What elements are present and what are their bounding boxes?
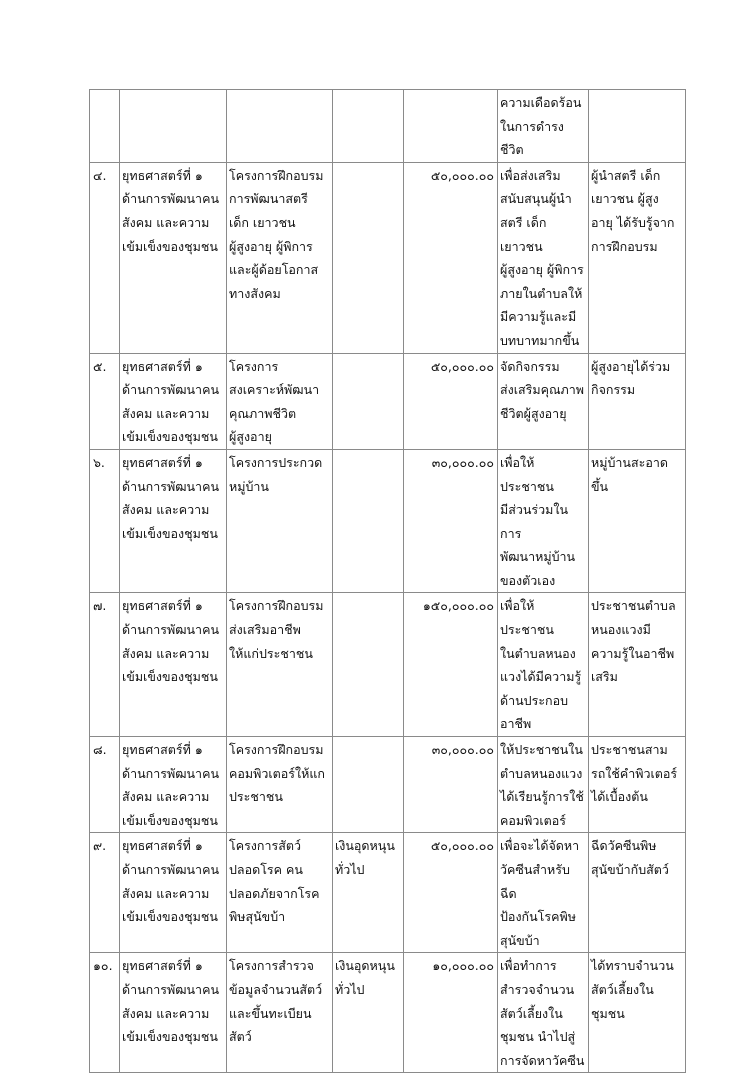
project-line: พิษสุนัขบ้า — [229, 909, 286, 925]
project-line: สงเคราะห์พัฒนา — [229, 382, 320, 398]
project-line: คุณภาพชีวิต — [229, 405, 297, 421]
objective-cell — [498, 449, 589, 593]
budget-source-line: เงินอุดหนุน — [335, 958, 395, 974]
table-row — [90, 90, 686, 163]
project-cell — [227, 737, 333, 833]
project-cell — [227, 593, 333, 737]
strategy-line: ยุทธศาสตร์ที่ ๑ — [122, 838, 203, 854]
project-line: ปลอดภัยจากโรค — [229, 885, 320, 901]
result-line: ความรู้ในอาชีพ — [591, 645, 675, 661]
result-cell — [589, 90, 686, 163]
project-cell — [227, 953, 333, 1073]
project-line: ผู้สูงอายุ ผู้พิการ — [229, 238, 313, 254]
strategy-line: ด้านการพัฒนาคน — [122, 478, 219, 494]
amount-cell: ๕๐,๐๐๐.๐๐ — [404, 833, 498, 953]
strategy-line: ยุทธศาสตร์ที่ ๑ — [122, 167, 203, 183]
objective-cell — [498, 90, 589, 163]
no-cell: ๙. — [90, 833, 120, 953]
result-line: สัตว์เลี้ยงใน — [591, 981, 654, 997]
strategy-line: เข้มเข็งของชุมชน — [122, 812, 218, 828]
objective-line: เยาวชน — [500, 238, 543, 254]
no-cell: ๕. — [90, 353, 120, 449]
strategy-line: เข้มเข็งของชุมชน — [122, 238, 218, 254]
result-line: สุนัขบ้ากับสัตว์ — [591, 862, 669, 877]
project-cell — [227, 162, 333, 353]
objective-line: เพื่อจะได้จัดหา — [500, 838, 580, 854]
objective-line: ได้เรียนรู้การใช้ — [500, 789, 584, 805]
budget-source-cell — [333, 593, 404, 737]
strategy-line: สังคม และความ — [122, 645, 210, 661]
objective-cell — [498, 737, 589, 833]
objective-line: เพื่อให้ประชาชน — [500, 454, 554, 494]
strategy-line: ด้านการพัฒนาคน — [122, 862, 219, 877]
table-row — [90, 162, 686, 353]
result-line: รถใช้คำพิวเตอร์ — [591, 765, 678, 781]
strategy-line: ด้านการพัฒนาคน — [122, 765, 219, 781]
project-cell — [227, 90, 333, 163]
result-line: ผู้นำสตรี เด็ก — [591, 167, 661, 183]
strategy-line: เข้มเข็งของชุมชน — [122, 525, 218, 541]
strategy-line: สังคม และความ — [122, 502, 210, 518]
table-row — [90, 737, 686, 833]
objective-line: ด้านประกอบ — [500, 692, 569, 708]
objective-line: สำรวจจำนวน — [500, 981, 575, 997]
strategy-line: ยุทธศาสตร์ที่ ๑ — [122, 742, 203, 758]
amount-cell — [404, 90, 498, 163]
result-line: หนองแวงมี — [591, 622, 651, 638]
project-line: และผู้ด้อยโอกาส — [229, 262, 319, 278]
objective-line: ส่งเสริมคุณภาพ — [500, 382, 585, 398]
project-line: ให้แก่ประชาชน — [229, 645, 313, 661]
strategy-line: ยุทธศาสตร์ที่ ๑ — [122, 358, 203, 374]
budget-source-cell — [333, 353, 404, 449]
budget-source-cell — [333, 737, 404, 833]
table-row — [90, 593, 686, 737]
objective-cell — [498, 162, 589, 353]
strategy-line: เข้มเข็งของชุมชน — [122, 669, 218, 685]
table-row — [90, 953, 686, 1073]
objective-line: สุนัขบ้า — [500, 932, 540, 948]
result-cell — [589, 162, 686, 353]
budget-source-cell — [333, 90, 404, 163]
no-cell: ๗. — [90, 593, 120, 737]
project-line: คอมพิวเตอร์ให้แก — [229, 765, 325, 781]
project-line: และขึ้นทะเบียน — [229, 1005, 312, 1021]
budget-source-cell — [333, 833, 404, 953]
objective-line: เพื่อทำการ — [500, 958, 557, 974]
strategy-cell — [120, 833, 227, 953]
result-line: เยาวชน ผู้สูง — [591, 191, 659, 207]
objective-line: ตำบลหนองแวง — [500, 765, 583, 781]
result-line: ขึ้น — [591, 478, 609, 494]
project-line: ประชาชน — [229, 789, 283, 805]
result-line: หมู่บ้านสะอาด — [591, 454, 668, 470]
project-line: การพัฒนาสตรี — [229, 191, 308, 207]
project-line: หมู่บ้าน — [229, 478, 269, 494]
strategy-cell — [120, 353, 227, 449]
result-line: กิจกรรม — [591, 382, 636, 398]
objective-line: เพื่อส่งเสริม — [500, 167, 561, 183]
result-cell — [589, 737, 686, 833]
no-cell: ๔. — [90, 162, 120, 353]
objective-line: สนับสนุนผู้นำ — [500, 191, 572, 207]
strategy-cell — [120, 449, 227, 593]
strategy-line: สังคม และความ — [122, 405, 210, 421]
budget-source-cell — [333, 449, 404, 593]
budget-source-line: เงินอุดหนุน — [335, 838, 395, 854]
amount-cell: ๕๐,๐๐๐.๐๐ — [404, 162, 498, 353]
objective-line: ให้ประชาชนใน — [500, 742, 583, 758]
objective-line: ในตำบลหนอง — [500, 645, 576, 661]
project-line: ทางสังคม — [229, 285, 281, 301]
amount-cell: ๑๐,๐๐๐.๐๐ — [404, 953, 498, 1073]
result-line: อายุ ได้รับรู้จาก — [591, 214, 675, 230]
result-cell — [589, 953, 686, 1073]
result-line: ได้ทราบจำนวน — [591, 958, 674, 974]
objective-line: บทบาทมากขึ้น — [500, 332, 580, 348]
result-cell — [589, 593, 686, 737]
strategy-line: สังคม และความ — [122, 885, 210, 901]
objective-line: เพื่อให้ประชาชน — [500, 598, 554, 638]
table-row — [90, 353, 686, 449]
strategy-line: ยุทธศาสตร์ที่ ๑ — [122, 598, 203, 614]
objective-cell — [498, 593, 589, 737]
result-line: ประชาชนสาม — [591, 742, 668, 758]
strategy-line: ด้านการพัฒนาคน — [122, 622, 219, 638]
objective-line: คอมพิวเตอร์ — [500, 812, 566, 828]
amount-cell: ๕๐,๐๐๐.๐๐ — [404, 353, 498, 449]
strategy-line: ยุทธศาสตร์ที่ ๑ — [122, 958, 203, 974]
result-line: ได้เบื้องต้น — [591, 789, 648, 805]
project-line: โครงการประกวด — [229, 454, 323, 470]
project-line: ปลอดโรค คน — [229, 862, 303, 877]
objective-line: จัดกิจกรรม — [500, 358, 560, 374]
no-cell: ๘. — [90, 737, 120, 833]
amount-cell: ๓๐,๐๐๐.๐๐ — [404, 449, 498, 593]
budget-source-line: ทั่วไป — [335, 981, 365, 997]
strategy-cell — [120, 593, 227, 737]
table-row — [90, 449, 686, 593]
objective-line: วัคซีนสำหรับฉีด — [500, 862, 570, 901]
objective-line: มีความรู้และมี — [500, 309, 577, 325]
objective-line: สตรี เด็ก — [500, 214, 547, 230]
objective-line: ชีวิตผู้สูงอายุ — [500, 405, 567, 421]
strategy-line: เข้มเข็งของชุมชน — [122, 1029, 218, 1045]
no-cell: ๖. — [90, 449, 120, 593]
no-cell — [90, 90, 120, 163]
result-cell — [589, 353, 686, 449]
project-line: โครงการ — [229, 358, 279, 374]
project-cell — [227, 449, 333, 593]
strategy-line: สังคม และความ — [122, 1005, 210, 1021]
strategy-line: เข้มเข็งของชุมชน — [122, 909, 218, 925]
result-line: ผู้สูงอายุได้ร่วม — [591, 358, 671, 374]
project-cell — [227, 353, 333, 449]
strategy-line: ยุทธศาสตร์ที่ ๑ — [122, 454, 203, 470]
project-line: โครงการสำรวจ — [229, 958, 314, 974]
project-line: สัตว์ — [229, 1029, 252, 1045]
project-line: ส่งเสริมอาชีพ — [229, 622, 301, 638]
strategy-line: เข้มเข็งของชุมชน — [122, 429, 218, 445]
budget-source-cell — [333, 162, 404, 353]
projects-table — [89, 89, 686, 1073]
budget-source-line: ทั่วไป — [335, 862, 365, 877]
objective-cell — [498, 353, 589, 449]
strategy-cell — [120, 162, 227, 353]
table-row — [90, 833, 686, 953]
result-line: ประชาชนตำบล — [591, 598, 676, 614]
project-line: ข้อมูลจำนวนสัตว์ — [229, 981, 323, 997]
result-line: ชุมชน — [591, 1005, 625, 1021]
objective-line: การจัดหาวัคซีน — [500, 1052, 585, 1068]
project-line: โครงการฝึกอบรม — [229, 742, 324, 758]
objective-line: ความเดือดร้อน — [500, 95, 582, 110]
project-line: โครงการฝึกอบรม — [229, 598, 324, 614]
objective-line: ผู้สูงอายุ ผู้พิการ — [500, 262, 584, 278]
project-cell — [227, 833, 333, 953]
project-line: เด็ก เยาวชน — [229, 214, 296, 230]
objective-line: พัฒนาหมู่บ้าน — [500, 549, 576, 565]
project-line: โครงการสัตว์ — [229, 838, 301, 854]
strategy-line: ด้านการพัฒนาคน — [122, 382, 219, 398]
strategy-line: ด้านการพัฒนาคน — [122, 191, 219, 207]
project-line: ผู้สูงอายุ — [229, 429, 272, 445]
no-cell: ๑๐. — [90, 953, 120, 1073]
result-line: ฉีดวัคซีนพิษ — [591, 838, 657, 854]
objective-cell — [498, 833, 589, 953]
objective-cell — [498, 953, 589, 1073]
objective-line: ภายในตำบลให้ — [500, 285, 583, 301]
strategy-line: สังคม และความ — [122, 214, 210, 230]
budget-source-cell — [333, 953, 404, 1073]
objective-line: มีส่วนร่วมในการ — [500, 502, 569, 541]
objective-line: แวงได้มีความรู้ — [500, 669, 582, 685]
result-cell — [589, 449, 686, 593]
objective-line: สัตว์เลี้ยงใน — [500, 1005, 563, 1021]
objective-line: ในการดำรงชีวิต — [500, 118, 564, 158]
objective-line: ของตัวเอง — [500, 572, 556, 588]
project-line: โครงการฝึกอบรม — [229, 167, 324, 183]
objective-line: ป้องกันโรคพิษ — [500, 909, 576, 925]
strategy-cell — [120, 737, 227, 833]
strategy-line: ด้านการพัฒนาคน — [122, 981, 219, 997]
result-cell — [589, 833, 686, 953]
strategy-line: สังคม และความ — [122, 789, 210, 805]
result-line: เสริม — [591, 669, 618, 685]
objective-line: อาชีพ — [500, 716, 532, 732]
amount-cell: ๑๕๐,๐๐๐.๐๐ — [404, 593, 498, 737]
strategy-cell — [120, 90, 227, 163]
objective-line: ชุมชน นำไปสู่ — [500, 1029, 576, 1045]
amount-cell: ๓๐,๐๐๐.๐๐ — [404, 737, 498, 833]
strategy-cell — [120, 953, 227, 1073]
result-line: การฝึกอบรม — [591, 238, 658, 254]
